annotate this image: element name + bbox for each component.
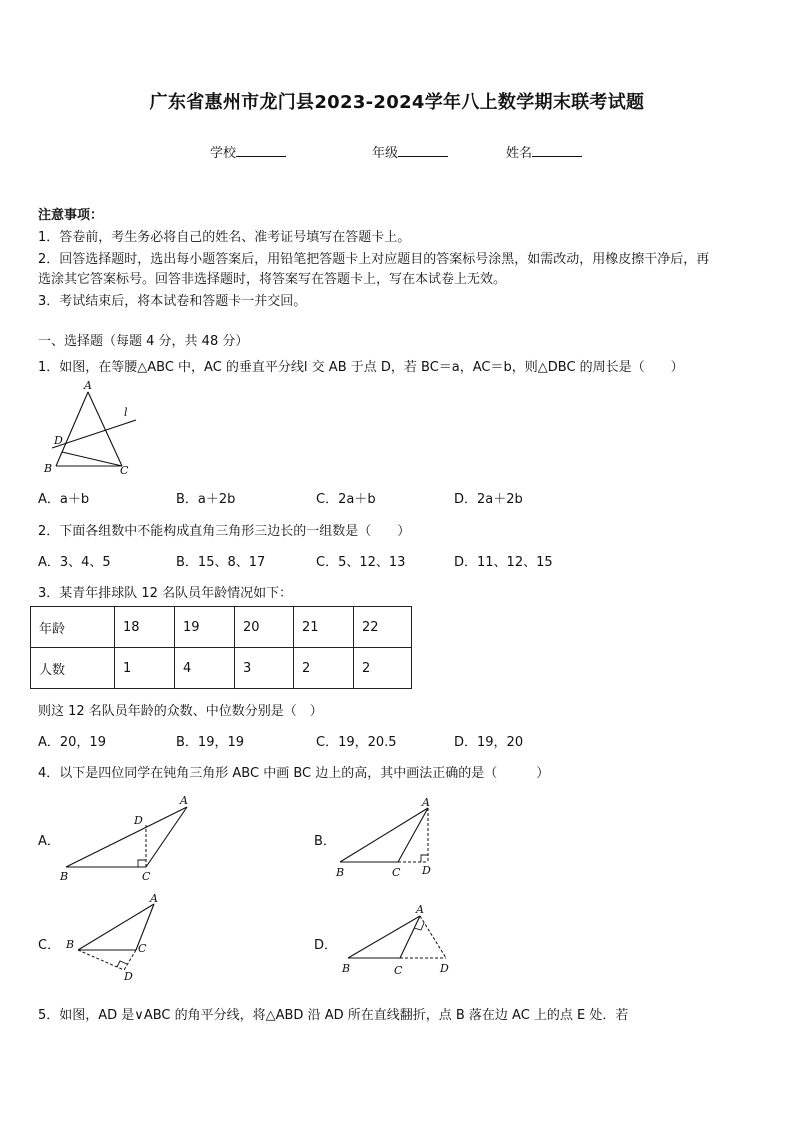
q1-option-d: D．2a＋2b [454,492,523,507]
q4a-label-d: D [134,814,143,827]
q1-label-c: C [120,464,129,476]
q3-option-a: A．20，19 [38,735,106,750]
q1-option-c: C．2a＋b [316,492,376,507]
q1-option-b: B．a＋2b [176,492,236,507]
school-field [210,142,286,161]
notice-item-2-cont: 选涂其它答案标号。回答非选择题时，将答案写在答题卡上，写在本试卷上无效。 [38,272,507,287]
q2-text: 2．下面各组数中不能构成直角三角形三边长的一组数是（ ） [38,524,411,539]
q3-text: 3．某青年排球队 12 名队员年龄情况如下： [38,586,293,601]
q3-question: 则这 12 名队员年龄的众数、中位数分别是（ ） [38,704,323,719]
q3-option-d: D．19，20 [454,735,524,750]
table-cell: 21 [294,607,354,648]
q3-age-table [30,606,412,689]
q2-option-d: D．11、12、15 [454,555,553,570]
q4d-label-d: D [440,962,449,975]
name-blank [532,144,582,157]
q2-option-b: B．15、8、17 [176,555,266,570]
q2-option-a: A．3、4、5 [38,555,111,570]
q2-option-c: C．5、12、13 [316,555,406,570]
q4c-label-c: C [138,942,147,955]
grade-blank [398,144,448,157]
q3-option-c: C．19，20.5 [316,735,397,750]
q4d-label-b: B [342,962,351,975]
q4d-label-c: C [394,964,403,977]
table-cell: 19 [175,607,235,648]
grade-field [372,142,448,161]
table-cell: 3 [235,648,294,689]
table-row [31,607,412,648]
q4b-label-d: D [422,864,431,877]
table-cell: 22 [354,607,412,648]
q4-figure-a [58,792,198,884]
q4-option-c: C． [38,938,61,953]
table-cell: 1 [115,648,175,689]
q1-text: 1．如图，在等腰△ABC 中，AC 的垂直平分线l 交 AB 于点 D，若 BC＝a，AC＝b，则△DBC 的周长是（ ） [38,360,684,375]
name-label: 姓名 [506,146,533,161]
q3-option-b: B．19，19 [176,735,245,750]
notice-item-1: 1．答卷前，考生务必将自己的姓名、准考证号填写在答题卡上。 [38,230,411,245]
q4a-label-b: B [60,870,69,883]
q4a-label-a: A [180,794,188,807]
table-cell: 4 [175,648,235,689]
q4b-label-a: A [422,796,430,809]
table-header-age: 年龄 [31,607,115,648]
page-title: 广东省惠州市龙门县2023-2024学年八上数学期末联考试题 [149,92,645,113]
q4b-label-b: B [336,866,345,879]
table-cell: 20 [235,607,294,648]
table-cell: 18 [115,607,175,648]
q1-label-b: B [44,462,53,475]
q5-text: 5．如图，AD 是∨ABC 的角平分线，将△ABD 沿 AD 所在直线翻折，点 B 落在边 AC 上的点 E 处．若 [38,1008,629,1023]
q4-option-a: A． [38,834,60,849]
table-row [31,648,412,689]
q4c-label-d: D [124,970,133,983]
q4-text: 4．以下是四位同学在钝角三角形 ABC 中画 BC 边上的高，其中画法正确的是（ ） [38,766,550,781]
q4-figure-d [338,900,458,982]
q4c-label-a: A [150,892,158,905]
q4-option-d: D． [314,938,338,953]
q4b-label-c: C [392,866,401,879]
q4c-label-b: B [66,938,75,951]
school-blank [236,144,286,157]
q4d-label-a: A [416,903,424,916]
notice-item-3: 3．考试结束后，将本试卷和答题卡一并交回。 [38,294,307,309]
table-cell: 2 [294,648,354,689]
notice-heading: 注意事项： [38,208,104,223]
grade-label: 年级 [372,146,399,161]
name-field [506,142,582,161]
q1-label-d: D [54,434,63,447]
notice-item-2: 2．回答选择题时，选出每小题答案后，用铅笔把答题卡上对应题目的答案标号涂黑，如需改动，用橡皮擦干净后，再 [38,252,710,267]
q1-figure [40,376,150,476]
q1-option-a: A．a＋b [38,492,90,507]
q1-label-a: A [84,379,92,392]
q4a-label-c: C [142,870,151,883]
q4-figure-c [62,890,166,984]
table-header-count: 人数 [31,648,115,689]
q4-option-b: B． [314,834,336,849]
table-cell: 2 [354,648,412,689]
section-heading: 一、选择题（每题 4 分，共 48 分） [38,334,249,349]
q4-figure-b [334,794,446,882]
q1-label-l: l [124,406,128,419]
school-label: 学校 [210,146,237,161]
